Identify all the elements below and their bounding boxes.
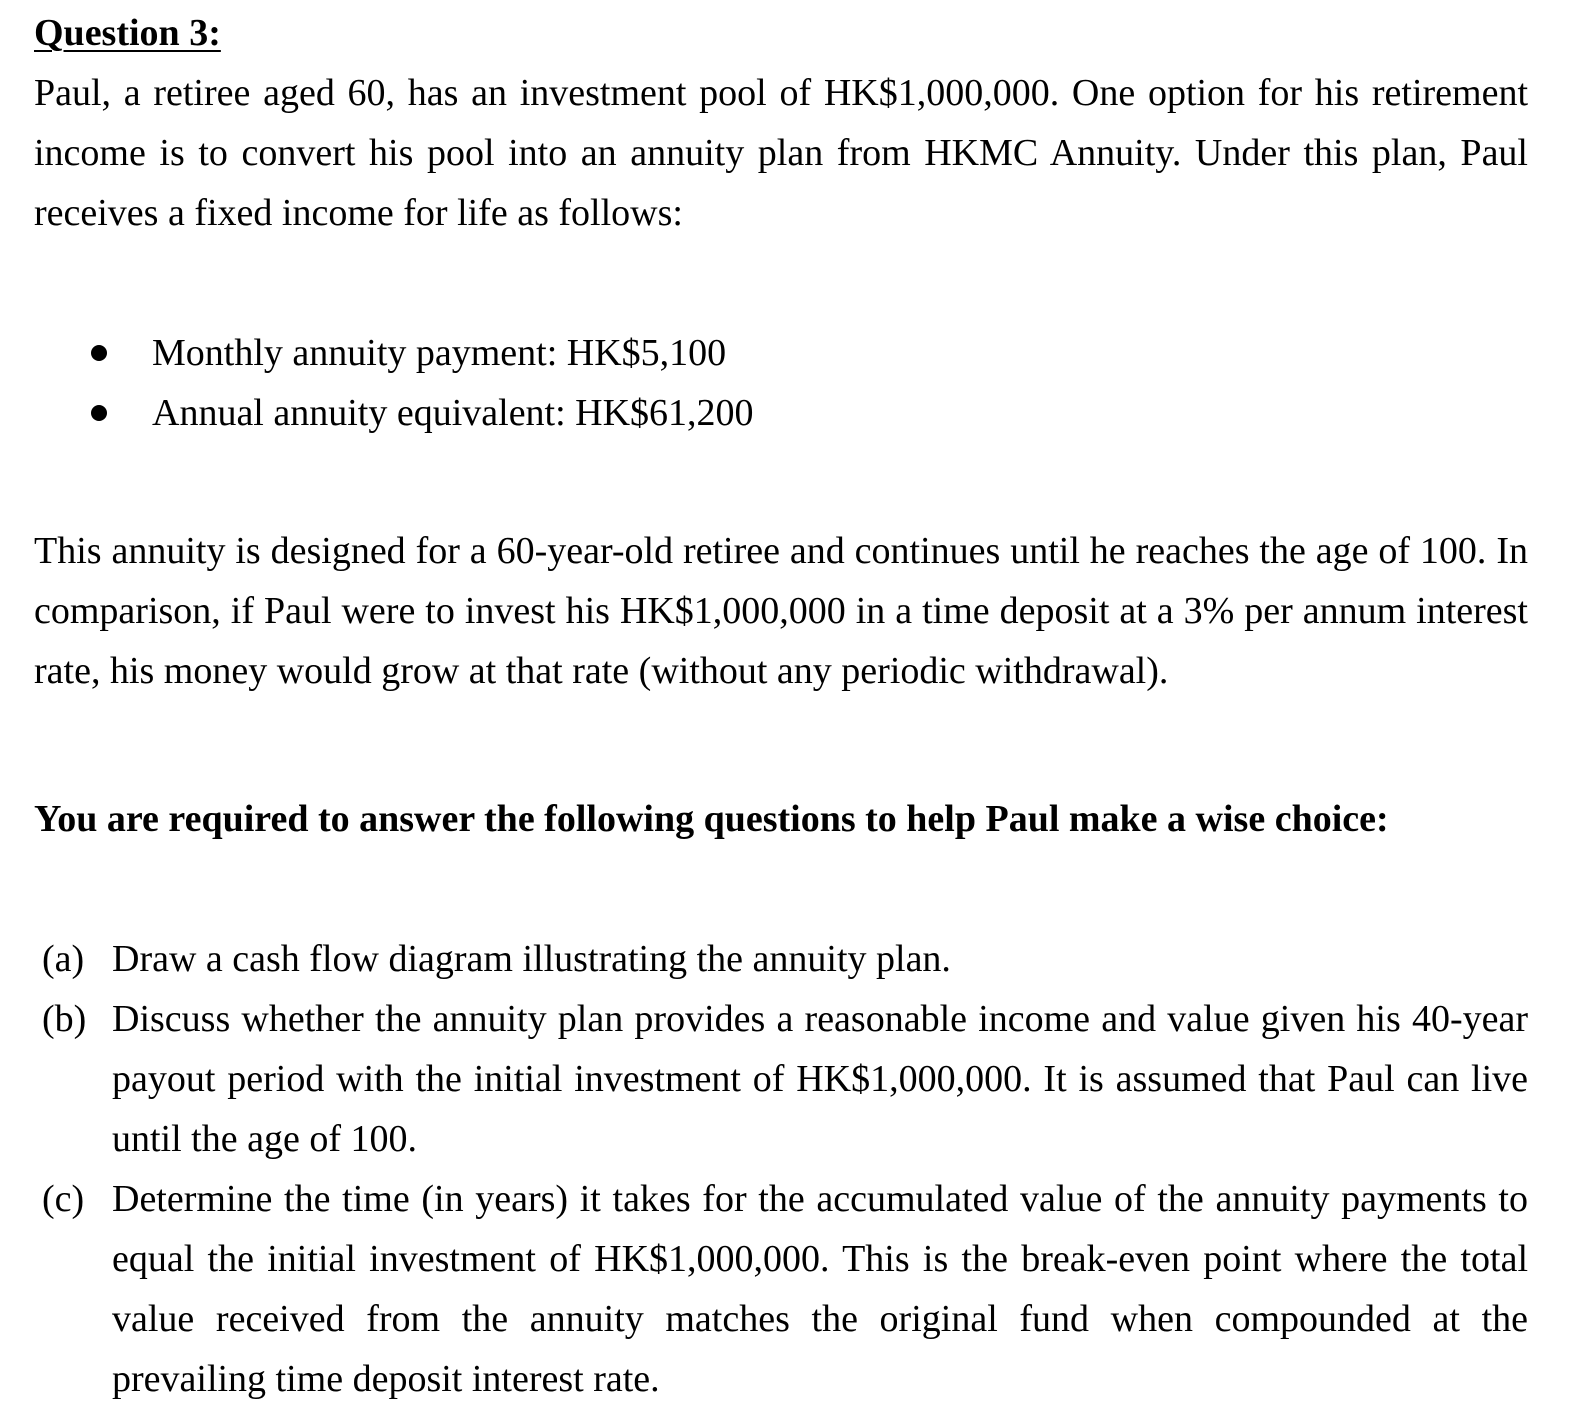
sub-question-label: (b) [42,998,87,1040]
bullet-monthly-payment [34,323,1528,383]
sub-question-c [42,1169,1528,1409]
sub-question-list [34,929,1528,1409]
bullet-dot-icon [91,345,107,361]
sub-question-label: (c) [42,1178,85,1220]
sub-question-b [42,989,1528,1169]
bullet-text: Monthly annuity payment: HK$5,100 [152,332,727,374]
sub-question-text: Discuss whether the annuity plan provides a reasonable income and value given his 40-year payout period with the initial investment of HK$1,000,000. It is assumed that Paul can live until the age of 100. [112,998,1528,1160]
bullet-text: Annual annuity equivalent: HK$61,200 [152,392,754,434]
annuity-details-list [34,323,1528,443]
required-instruction: You are required to answer the following questions to help Paul make a wise choice: [34,798,1389,840]
bullet-annual-equivalent [34,383,1528,443]
comparison-paragraph: This annuity is designed for a 60-year-old retiree and continues until he reaches the age of 100. In comparison, if Paul were to invest his HK$1,000,000 in a time deposit at a 3% per annum interest rate, his money would grow at that rate (without any periodic withdrawal). [34,530,1528,692]
sub-question-text: Draw a cash flow diagram illustrating the annuity plan. [112,938,951,980]
bullet-dot-icon [91,405,107,421]
sub-question-a [42,929,1528,989]
sub-question-label: (a) [42,938,85,980]
question-heading: Question 3: [34,12,221,54]
intro-paragraph: Paul, a retiree aged 60, has an investment pool of HK$1,000,000. One option for his retirement income is to convert his pool into an annuity plan from HKMC Annuity. Under this plan, Paul receives a fixed income for life as follows: [34,72,1528,234]
sub-question-text: Determine the time (in years) it takes for the accumulated value of the annuity payments to equal the initial investment of HK$1,000,000. This is the break-even point where the total value received from the annuity matches the original fund when compounded at the prevailing time deposit interest rate. [112,1178,1528,1400]
